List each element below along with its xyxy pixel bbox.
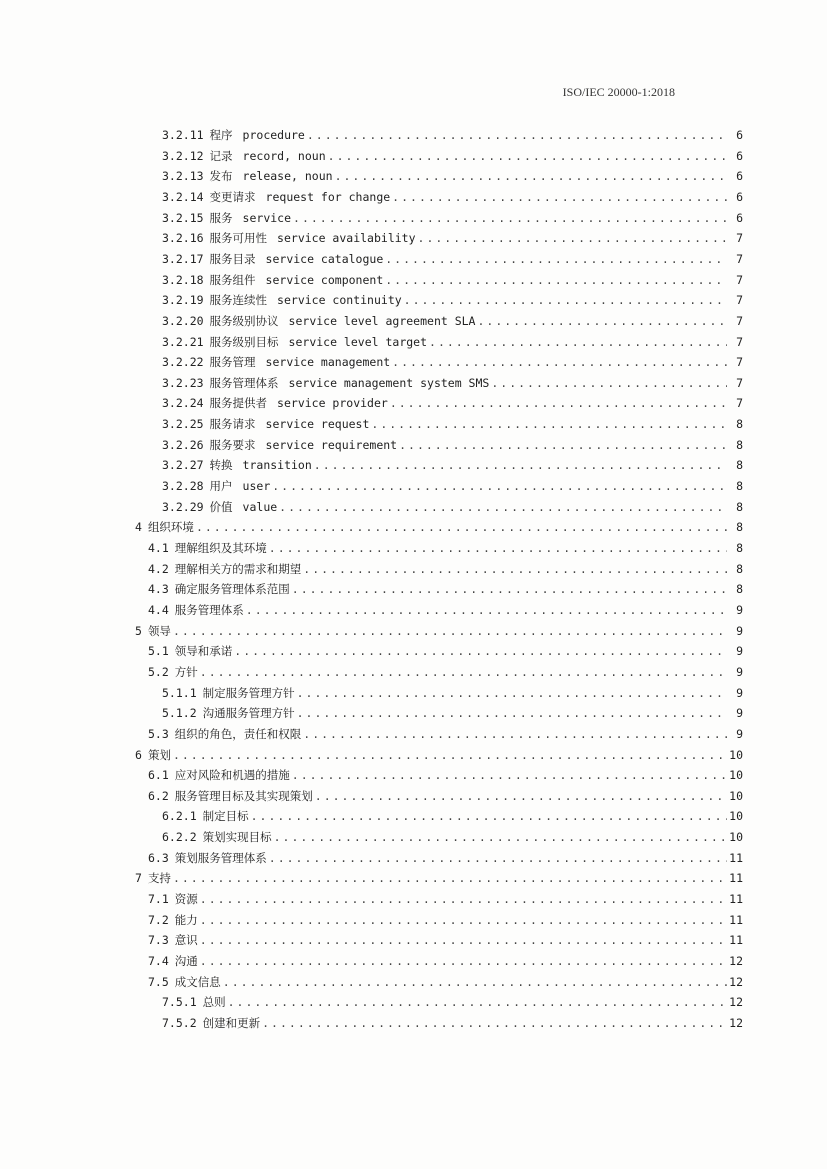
toc-entry-title: 服务可用性 <box>209 231 268 245</box>
toc-entry[interactable] <box>135 517 743 537</box>
toc-entry-page-number: 12 <box>729 995 743 1009</box>
toc-entry-page-number: 6 <box>736 190 743 204</box>
toc-entry-number: 4.3 <box>148 582 169 596</box>
toc-entry-title: 应对风险和机遇的措施 <box>174 768 290 782</box>
toc-entry-page-number: 9 <box>736 727 743 741</box>
toc-dot-leader <box>173 621 727 641</box>
toc-entry-title-group <box>175 641 233 661</box>
toc-entry-title: 服务 <box>209 211 233 225</box>
toc-entry-number: 5.1.2 <box>162 706 197 720</box>
toc-dot-leader <box>228 992 727 1012</box>
document-header-id: ISO/IEC 20000-1:2018 <box>562 85 675 99</box>
toc-entry-english-term: service continuity <box>277 293 402 307</box>
toc-entry[interactable] <box>162 703 743 723</box>
toc-entry-title-group <box>175 972 221 992</box>
toc-entry-page-number: 9 <box>736 603 743 617</box>
toc-entry[interactable] <box>148 765 743 785</box>
toc-entry-title: 能力 <box>174 913 198 927</box>
toc-entry-english-term: request for change <box>265 190 391 204</box>
toc-entry-title-group <box>175 910 198 930</box>
toc-entry-number: 7 <box>135 871 142 885</box>
toc-entry-english-term: service requirement <box>265 438 398 452</box>
toc-entry[interactable] <box>148 910 743 930</box>
toc-entry[interactable] <box>162 683 743 703</box>
toc-entry[interactable] <box>135 745 743 765</box>
toc-entry[interactable] <box>162 290 743 310</box>
toc-entry-title: 记录 <box>209 149 233 163</box>
toc-entry[interactable] <box>162 332 743 352</box>
toc-entry[interactable] <box>162 992 743 1012</box>
toc-entry-english-term: service catalogue <box>265 252 384 266</box>
toc-entry-number: 3.2.28 <box>162 479 204 493</box>
toc-dot-leader <box>272 476 727 496</box>
toc-entry-number: 3.2.21 <box>162 335 204 349</box>
toc-entry-number: 3.2.14 <box>162 190 204 204</box>
toc-dot-leader <box>429 332 727 352</box>
toc-entry-title-group <box>148 517 194 537</box>
toc-entry-number: 6.1 <box>148 768 169 782</box>
toc-entry-english-term: service level agreement SLA <box>288 314 476 328</box>
toc-entry-english-term: service management <box>265 355 391 369</box>
toc-entry-title-group <box>203 992 226 1012</box>
toc-dot-leader <box>392 187 727 207</box>
toc-entry-number: 3.2.18 <box>162 273 204 287</box>
toc-entry-number: 7.5.1 <box>162 995 197 1009</box>
toc-dot-leader <box>262 1013 727 1033</box>
toc-entry-title-group <box>210 249 384 269</box>
toc-entry-page-number: 11 <box>729 871 743 885</box>
toc-entry[interactable] <box>148 559 743 579</box>
toc-entry-title-group <box>210 125 305 145</box>
toc-entry[interactable] <box>162 1013 743 1033</box>
toc-entry-title-group <box>203 1013 261 1033</box>
toc-entry-title: 服务管理目标及其实现策划 <box>174 789 313 803</box>
toc-entry-page-number: 9 <box>736 665 743 679</box>
toc-entry-title-group <box>203 683 295 703</box>
toc-entry-title: 策划服务管理体系 <box>174 851 267 865</box>
toc-entry-title: 服务连续性 <box>209 293 268 307</box>
toc-entry-page-number: 6 <box>736 149 743 163</box>
toc-entry-title-group <box>148 868 171 888</box>
toc-entry-title-group <box>148 745 171 765</box>
toc-entry-title-group <box>210 166 333 186</box>
toc-entry-english-term: transition <box>242 458 312 472</box>
toc-entry-number: 7.2 <box>148 913 169 927</box>
toc-entry-title: 服务级别协议 <box>209 314 279 328</box>
toc-entry-page-number: 7 <box>736 335 743 349</box>
toc-dot-leader <box>390 393 727 413</box>
toc-entry-number: 4.4 <box>148 603 169 617</box>
toc-dot-leader <box>297 703 727 723</box>
toc-entry-page-number: 9 <box>736 686 743 700</box>
toc-entry-title-group <box>210 497 278 517</box>
toc-entry-title: 程序 <box>209 128 233 142</box>
toc-entry-title-group <box>175 889 198 909</box>
toc-dot-leader <box>269 538 727 558</box>
toc-entry-number: 4.2 <box>148 562 169 576</box>
toc-entry-title-group <box>175 951 198 971</box>
toc-entry-title: 服务要求 <box>209 438 256 452</box>
toc-entry-page-number: 8 <box>736 438 743 452</box>
toc-entry[interactable] <box>162 208 743 228</box>
toc-entry-title-group <box>175 930 198 950</box>
toc-entry[interactable] <box>162 146 743 166</box>
toc-entry-title: 沟通 <box>174 954 198 968</box>
toc-entry-page-number: 10 <box>729 768 743 782</box>
toc-entry-title: 领导和承诺 <box>174 644 233 658</box>
toc-entry-english-term: service provider <box>277 396 388 410</box>
toc-entry-page-number: 9 <box>736 624 743 638</box>
toc-dot-leader <box>223 972 727 992</box>
toc-entry-title-group <box>175 724 302 744</box>
toc-entry[interactable] <box>162 806 743 826</box>
toc-entry-english-term: record, noun <box>242 149 326 163</box>
toc-dot-leader <box>173 868 727 888</box>
toc-entry-title-group <box>175 579 290 599</box>
toc-entry-number: 4 <box>135 520 142 534</box>
toc-entry-number: 3.2.26 <box>162 438 204 452</box>
toc-entry-number: 6 <box>135 748 142 762</box>
toc-entry-title: 服务请求 <box>209 417 256 431</box>
toc-entry-number: 7.1 <box>148 892 169 906</box>
toc-entry-number: 3.2.23 <box>162 376 204 390</box>
toc-entry-number: 5 <box>135 624 142 638</box>
toc-dot-leader <box>303 724 727 744</box>
toc-entry[interactable] <box>162 249 743 269</box>
toc-entry-page-number: 7 <box>736 252 743 266</box>
toc-entry-title: 意识 <box>174 933 198 947</box>
toc-entry-title-group <box>148 621 171 641</box>
toc-dot-leader <box>196 517 727 537</box>
toc-entry-title: 服务组件 <box>209 273 256 287</box>
toc-entry-title: 创建和更新 <box>202 1016 261 1030</box>
toc-entry-title-group <box>210 290 402 310</box>
toc-entry-number: 3.2.27 <box>162 458 204 472</box>
toc-entry[interactable] <box>162 393 743 413</box>
toc-entry-title-group <box>210 187 391 207</box>
toc-entry-page-number: 8 <box>736 458 743 472</box>
toc-entry[interactable] <box>162 827 743 847</box>
toc-entry[interactable] <box>148 786 743 806</box>
toc-entry-number: 6.3 <box>148 851 169 865</box>
toc-entry-title: 转换 <box>209 458 233 472</box>
toc-dot-leader <box>200 662 727 682</box>
toc-entry[interactable] <box>162 125 743 145</box>
toc-entry-title: 策划 <box>147 748 171 762</box>
toc-dot-leader <box>279 497 727 517</box>
toc-entry-title: 制定目标 <box>202 809 249 823</box>
toc-entry-number: 7.4 <box>148 954 169 968</box>
toc-dot-leader <box>371 414 727 434</box>
toc-dot-leader <box>335 166 727 186</box>
toc-entry-title: 服务管理体系 <box>174 603 244 617</box>
toc-entry-title: 沟通服务管理方针 <box>202 706 295 720</box>
toc-dot-leader <box>292 579 727 599</box>
toc-entry-page-number: 7 <box>736 376 743 390</box>
toc-entry-title-group <box>210 352 391 372</box>
toc-entry-english-term: service component <box>265 273 384 287</box>
toc-entry-page-number: 7 <box>736 314 743 328</box>
toc-entry-page-number: 9 <box>736 644 743 658</box>
toc-entry-number: 3.2.20 <box>162 314 204 328</box>
toc-entry-title: 发布 <box>209 169 233 183</box>
toc-entry-page-number: 11 <box>729 913 743 927</box>
toc-entry-page-number: 12 <box>729 1016 743 1030</box>
toc-entry[interactable] <box>148 930 743 950</box>
toc-entry[interactable] <box>162 352 743 372</box>
toc-dot-leader <box>200 930 727 950</box>
toc-dot-leader <box>269 848 727 868</box>
toc-dot-leader <box>385 249 727 269</box>
toc-entry-number: 6.2.1 <box>162 809 197 823</box>
toc-entry[interactable] <box>162 166 743 186</box>
toc-dot-leader <box>200 910 727 930</box>
toc-entry-title: 用户 <box>209 479 233 493</box>
toc-entry-page-number: 11 <box>729 933 743 947</box>
toc-entry-title: 组织的角色，责任和权限 <box>174 727 302 741</box>
toc-entry[interactable] <box>148 600 743 620</box>
toc-dot-leader <box>200 951 727 971</box>
toc-entry-number: 3.2.11 <box>162 128 204 142</box>
toc-entry-english-term: service request <box>265 417 370 431</box>
toc-entry-number: 7.3 <box>148 933 169 947</box>
toc-entry-title: 服务提供者 <box>209 396 268 410</box>
toc-entry-number: 3.2.17 <box>162 252 204 266</box>
toc-dot-leader <box>297 683 727 703</box>
toc-entry-title-group <box>210 393 388 413</box>
toc-entry-number: 3.2.13 <box>162 169 204 183</box>
toc-entry-title-group <box>175 600 244 620</box>
toc-entry-title: 支持 <box>147 871 171 885</box>
toc-entry[interactable] <box>148 538 743 558</box>
toc-dot-leader <box>314 455 727 475</box>
toc-dot-leader <box>315 786 727 806</box>
toc-entry-title-group <box>203 827 272 847</box>
toc-entry-number: 3.2.24 <box>162 396 204 410</box>
toc-entry-title-group <box>210 414 370 434</box>
toc-entry[interactable] <box>148 848 743 868</box>
toc-dot-leader <box>418 228 727 248</box>
toc-entry[interactable] <box>162 270 743 290</box>
toc-entry[interactable] <box>162 476 743 496</box>
toc-entry-page-number: 8 <box>736 417 743 431</box>
toc-dot-leader <box>477 311 727 331</box>
toc-entry-title-group <box>175 538 267 558</box>
toc-entry[interactable] <box>162 311 743 331</box>
toc-entry-page-number: 7 <box>736 293 743 307</box>
toc-entry-title-group <box>203 806 249 826</box>
toc-entry-number: 3.2.15 <box>162 211 204 225</box>
toc-dot-leader <box>274 827 727 847</box>
toc-entry-number: 4.1 <box>148 541 169 555</box>
toc-entry-title: 服务管理 <box>209 355 256 369</box>
toc-entry[interactable] <box>148 641 743 661</box>
toc-entry-english-term: service management system SMS <box>288 376 490 390</box>
toc-entry-title: 制定服务管理方针 <box>202 686 295 700</box>
toc-entry-title: 理解组织及其环境 <box>174 541 267 555</box>
toc-dot-leader <box>328 146 727 166</box>
toc-dot-leader <box>491 373 727 393</box>
toc-entry-number: 3.2.16 <box>162 231 204 245</box>
toc-entry-title: 方针 <box>174 665 198 679</box>
toc-entry-english-term: procedure <box>242 128 305 142</box>
toc-dot-leader <box>399 435 727 455</box>
toc-entry-title: 服务级别目标 <box>209 335 279 349</box>
toc-entry-english-term: user <box>242 479 271 493</box>
toc-dot-leader <box>385 270 727 290</box>
toc-entry-title: 策划实现目标 <box>202 830 272 844</box>
toc-entry-number: 6.2 <box>148 789 169 803</box>
toc-entry-number: 5.1.1 <box>162 686 197 700</box>
toc-entry[interactable] <box>135 868 743 888</box>
toc-entry-title: 服务目录 <box>209 252 256 266</box>
toc-dot-leader <box>303 559 727 579</box>
toc-entry-title-group <box>210 270 384 290</box>
toc-entry[interactable] <box>162 373 743 393</box>
toc-entry-title: 总则 <box>202 995 226 1009</box>
toc-entry-page-number: 7 <box>736 231 743 245</box>
toc-entry-page-number: 8 <box>736 479 743 493</box>
toc-entry-title: 服务管理体系 <box>209 376 279 390</box>
toc-entry-page-number: 11 <box>729 851 743 865</box>
toc-dot-leader <box>234 641 727 661</box>
toc-entry-page-number: 6 <box>736 128 743 142</box>
toc-entry-title: 领导 <box>147 624 171 638</box>
toc-entry[interactable] <box>162 497 743 517</box>
toc-entry-english-term: service level target <box>288 335 428 349</box>
toc-dot-leader <box>200 889 727 909</box>
toc-entry[interactable] <box>162 187 743 207</box>
toc-entry-title-group <box>175 559 302 579</box>
toc-entry-title-group <box>175 786 313 806</box>
toc-entry-page-number: 7 <box>736 273 743 287</box>
toc-entry[interactable] <box>148 951 743 971</box>
toc-entry-title-group <box>210 332 427 352</box>
toc-entry-number: 3.2.22 <box>162 355 204 369</box>
toc-entry[interactable] <box>162 228 743 248</box>
toc-entry[interactable] <box>148 889 743 909</box>
toc-entry-title-group <box>175 662 198 682</box>
toc-entry-title-group <box>210 146 326 166</box>
toc-entry-page-number: 8 <box>736 562 743 576</box>
toc-entry-number: 7.5 <box>148 975 169 989</box>
toc-entry-page-number: 10 <box>729 789 743 803</box>
toc-entry-english-term: release, noun <box>242 169 333 183</box>
toc-entry-title: 价值 <box>209 500 233 514</box>
toc-entry-title-group <box>210 476 271 496</box>
toc-entry-title-group <box>210 208 291 228</box>
toc-entry-number: 3.2.25 <box>162 417 204 431</box>
toc-entry-title-group <box>210 311 476 331</box>
toc-dot-leader <box>173 745 727 765</box>
toc-entry-english-term: service availability <box>277 231 416 245</box>
toc-entry-title-group <box>210 435 398 455</box>
toc-entry-title-group <box>203 703 295 723</box>
toc-entry-page-number: 8 <box>736 582 743 596</box>
toc-entry[interactable] <box>148 724 743 744</box>
toc-entry-number: 5.2 <box>148 665 169 679</box>
toc-entry-number: 5.3 <box>148 727 169 741</box>
toc-entry-page-number: 12 <box>729 954 743 968</box>
toc-dot-leader <box>251 806 727 826</box>
toc-dot-leader <box>292 765 727 785</box>
toc-entry[interactable] <box>148 579 743 599</box>
toc-entry-page-number: 6 <box>736 211 743 225</box>
toc-entry-english-term: value <box>242 500 278 514</box>
toc-entry-page-number: 8 <box>736 541 743 555</box>
toc-entry-page-number: 9 <box>736 706 743 720</box>
toc-entry-number: 3.2.12 <box>162 149 204 163</box>
toc-entry[interactable] <box>148 662 743 682</box>
toc-entry-page-number: 10 <box>729 830 743 844</box>
toc-dot-leader <box>293 208 727 228</box>
toc-entry[interactable] <box>135 621 743 641</box>
toc-dot-leader <box>246 600 727 620</box>
toc-entry-number: 5.1 <box>148 644 169 658</box>
toc-entry-page-number: 7 <box>736 396 743 410</box>
toc-entry-page-number: 10 <box>729 748 743 762</box>
toc-entry[interactable] <box>162 435 743 455</box>
toc-entry-title-group <box>210 455 312 475</box>
toc-dot-leader <box>404 290 727 310</box>
toc-entry-number: 7.5.2 <box>162 1016 197 1030</box>
toc-entry[interactable] <box>148 972 743 992</box>
toc-entry[interactable] <box>162 455 743 475</box>
toc-entry-title: 成文信息 <box>174 975 221 989</box>
toc-entry-title-group <box>175 848 267 868</box>
toc-entry-number: 3.2.19 <box>162 293 204 307</box>
toc-entry[interactable] <box>162 414 743 434</box>
toc-entry-title-group <box>210 228 416 248</box>
toc-entry-title-group <box>210 373 490 393</box>
toc-entry-title: 组织环境 <box>147 520 194 534</box>
toc-entry-number: 3.2.29 <box>162 500 204 514</box>
toc-entry-title: 确定服务管理体系范围 <box>174 582 290 596</box>
toc-entry-page-number: 8 <box>736 500 743 514</box>
toc-dot-leader <box>307 125 727 145</box>
toc-entry-page-number: 7 <box>736 355 743 369</box>
toc-entry-english-term: service <box>242 211 292 225</box>
toc-entry-title: 资源 <box>174 892 198 906</box>
toc-entry-page-number: 8 <box>736 520 743 534</box>
toc-entry-page-number: 6 <box>736 169 743 183</box>
toc-entry-number: 6.2.2 <box>162 830 197 844</box>
toc-entry-title: 理解相关方的需求和期望 <box>174 562 302 576</box>
toc-dot-leader <box>392 352 727 372</box>
toc-entry-title: 变更请求 <box>209 190 256 204</box>
toc-entry-page-number: 10 <box>729 809 743 823</box>
toc-entry-page-number: 11 <box>729 892 743 906</box>
toc-entry-title-group <box>175 765 290 785</box>
toc-entry-page-number: 12 <box>729 975 743 989</box>
